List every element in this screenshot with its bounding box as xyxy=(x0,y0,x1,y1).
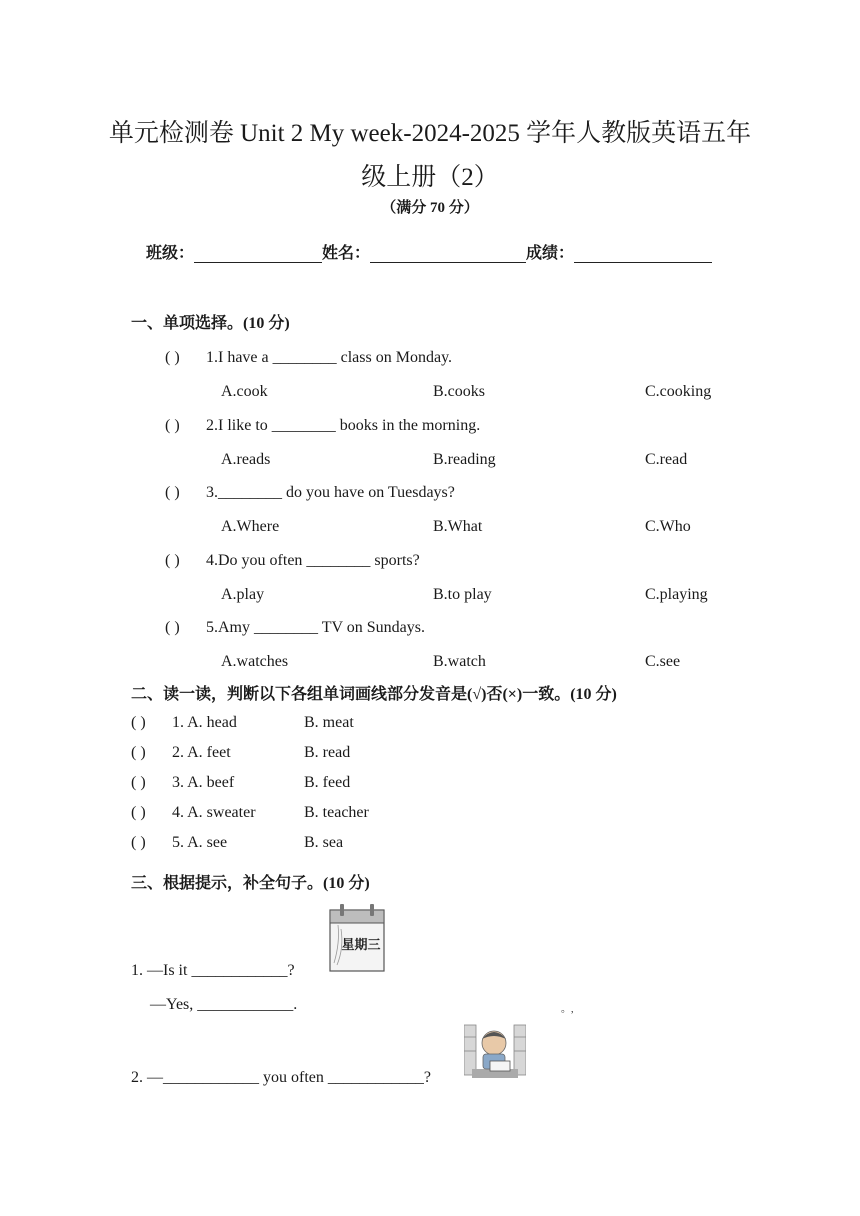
reading-boy-icon xyxy=(464,1023,526,1078)
word-b: B. feed xyxy=(304,774,351,791)
full-score: （满分 70 分） xyxy=(381,200,479,216)
stray-mark: 。, xyxy=(561,1004,574,1015)
name-blank[interactable] xyxy=(370,244,526,263)
word-a: 1. A. head xyxy=(172,714,237,731)
option-b: B.reading xyxy=(433,451,496,468)
calendar-ring-right xyxy=(370,904,374,916)
answer-bracket[interactable]: ( ) xyxy=(165,417,180,434)
q2-question: 2. —____________ you often ____________? xyxy=(131,1069,431,1086)
option-a: A.play xyxy=(221,586,265,603)
option-c: C.cooking xyxy=(645,383,712,400)
option-b: B.to play xyxy=(433,586,492,603)
question-stem: 5.Amy ________ TV on Sundays. xyxy=(206,619,425,636)
reading-boy-illustration xyxy=(464,1023,526,1078)
question-stem: 1.I have a ________ class on Monday. xyxy=(206,349,453,366)
calendar-text: 星期三 xyxy=(341,938,381,953)
page-title: 单元检测卷 Unit 2 My week-2024-2025 学年人教版英语五年 xyxy=(108,120,752,147)
option-c: C.playing xyxy=(645,586,708,603)
option-c: C.Who xyxy=(645,518,691,535)
answer-bracket[interactable]: ( ) xyxy=(131,744,146,761)
answer-bracket[interactable]: ( ) xyxy=(131,774,146,791)
calendar-ring-left xyxy=(340,904,344,916)
option-a: A.cook xyxy=(221,383,268,400)
score-blank[interactable] xyxy=(574,244,712,263)
section2-heading: 二、读一读，判断以下各组单词画线部分发音是(√)否(×)一致。(10 分) xyxy=(131,686,617,703)
bookshelf-right xyxy=(514,1025,526,1075)
option-a: A.reads xyxy=(221,451,271,468)
score-label: 成绩： xyxy=(526,245,575,262)
calendar-header xyxy=(330,910,384,923)
q1-question: 1. —Is it ____________? xyxy=(131,962,295,979)
word-a: 5. A. see xyxy=(172,834,228,851)
option-c: C.see xyxy=(645,653,681,670)
word-b: B. meat xyxy=(304,714,354,731)
option-a: A.Where xyxy=(221,518,280,535)
word-b: B. teacher xyxy=(304,804,369,821)
option-b: B.What xyxy=(433,518,483,535)
word-a: 4. A. sweater xyxy=(172,804,256,821)
student-info-row xyxy=(146,240,712,263)
name-label: 姓名： xyxy=(322,245,371,262)
question-stem: 2.I like to ________ books in the morning. xyxy=(206,417,481,434)
option-b: B.cooks xyxy=(433,383,485,400)
bookshelf-left xyxy=(464,1025,476,1075)
section3-heading: 三、根据提示，补全句子。(10 分) xyxy=(131,875,370,892)
q1-answer: —Yes, ____________. xyxy=(150,996,298,1013)
answer-bracket[interactable]: ( ) xyxy=(165,484,180,501)
class-label: 班级： xyxy=(146,245,195,262)
answer-bracket[interactable]: ( ) xyxy=(165,349,180,366)
word-b: B. sea xyxy=(304,834,344,851)
calendar-icon xyxy=(328,903,386,973)
open-book xyxy=(490,1061,510,1071)
answer-bracket[interactable]: ( ) xyxy=(165,619,180,636)
page-title-line2: 级上册（2） xyxy=(361,164,499,191)
word-a: 3. A. beef xyxy=(172,774,235,791)
question-stem: 3.________ do you have on Tuesdays? xyxy=(206,484,455,501)
class-blank[interactable] xyxy=(194,244,322,263)
word-b: B. read xyxy=(304,744,351,761)
answer-bracket[interactable]: ( ) xyxy=(165,552,180,569)
calendar-illustration xyxy=(328,903,386,973)
answer-bracket[interactable]: ( ) xyxy=(131,714,146,731)
question-stem: 4.Do you often ________ sports? xyxy=(206,552,420,569)
word-a: 2. A. feet xyxy=(172,744,231,761)
option-b: B.watch xyxy=(433,653,486,670)
section1-heading: 一、单项选择。(10 分) xyxy=(131,315,290,332)
answer-bracket[interactable]: ( ) xyxy=(131,804,146,821)
answer-bracket[interactable]: ( ) xyxy=(131,834,146,851)
option-c: C.read xyxy=(645,451,688,468)
option-a: A.watches xyxy=(221,653,289,670)
